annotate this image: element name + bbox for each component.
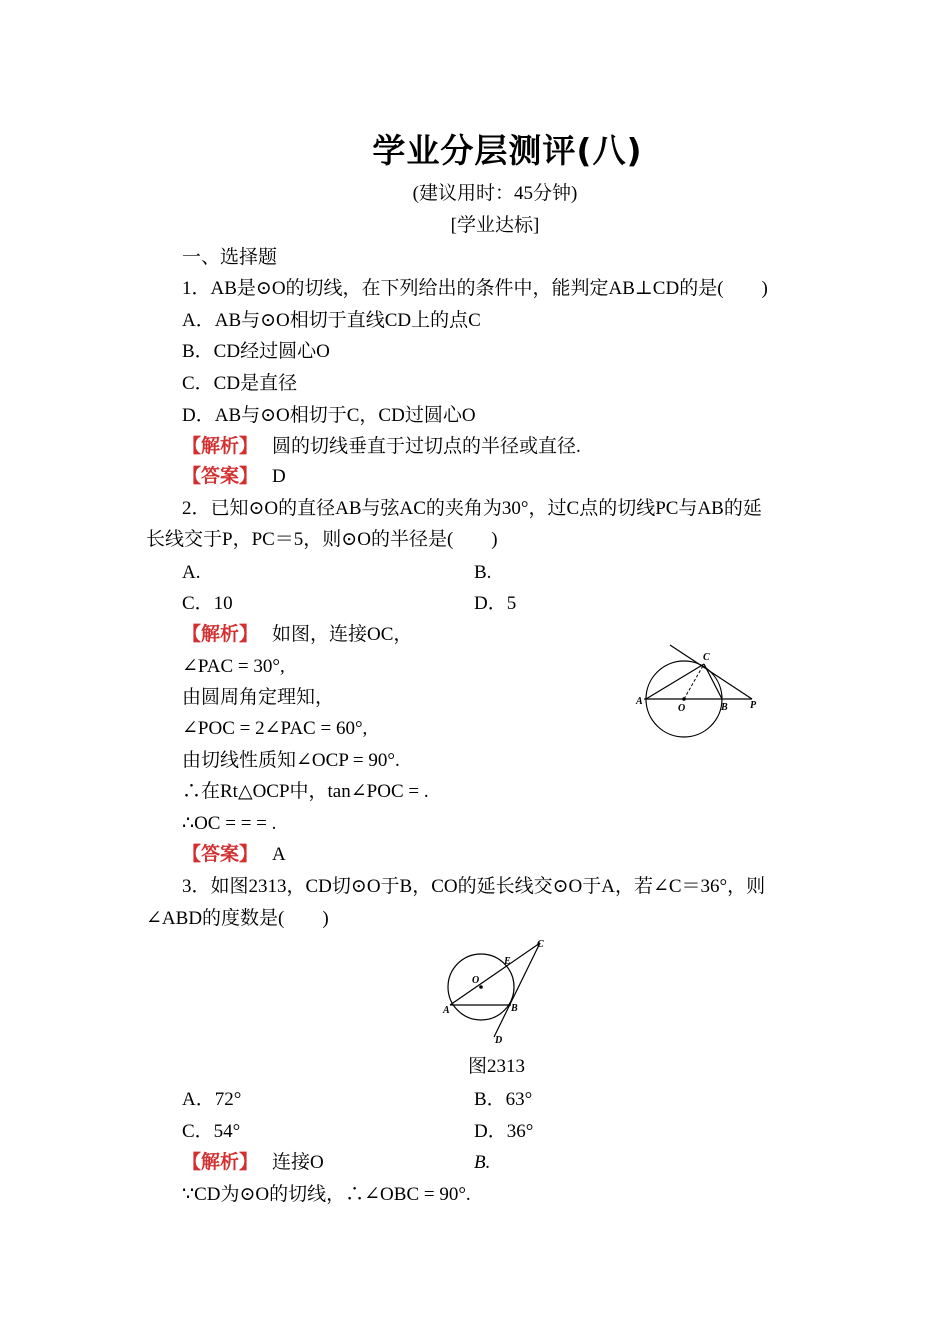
q2-label-a: A [636,696,643,707]
q3-label-a: A [443,1005,450,1016]
q3-stem-line2: ∠ABD的度数是( ) [146,908,329,929]
q2-analysis-line: 由切线性质知∠OCP = 90°. [182,750,400,771]
q2-label-c: C [703,652,710,663]
q3-analysis-part1: 连接O [272,1152,324,1173]
q2-analysis-line: ∴在Rt△OCP中，tan∠POC = . [182,781,429,802]
q2-option-d: D．5 [474,593,517,614]
q3-label-o: O [472,975,480,986]
q2-label-o: O [678,703,686,714]
q3-option-d: D．36° [474,1121,534,1142]
q3-label-b: B [511,1003,518,1014]
q3-analysis [182,1151,324,1175]
q1-option-a: A．AB与⊙O相切于直线CD上的点C [182,310,481,331]
q2-analysis [182,623,412,647]
q2-line-ac [646,664,704,699]
page-title: 学业分层测评(八) [372,131,643,170]
q2-stem-line1: 2．已知⊙O的直径AB与弦AC的夹角为30°，过C点的切线PC与AB的延 [182,498,762,519]
part-heading: 一、选择题 [182,247,278,268]
q1-answer [182,465,286,489]
section-label: [学业达标] [450,215,540,236]
q2-line-cp [670,645,752,699]
q3-label-d: D [495,1035,503,1046]
q1-option-c: C．CD是直径 [182,373,298,394]
q3-analysis-line2: ∵CD为⊙O的切线，∴∠OBC = 90°. [182,1184,471,1205]
q2-figure [630,640,770,740]
q2-option-c: C．10 [182,593,233,614]
q3-option-a: A．72° [182,1089,242,1110]
q3-line-cd [494,943,540,1037]
q2-option-b: B. [474,562,492,583]
q2-label-b: B [721,702,728,713]
answer-tag: 【答案】 [182,466,259,487]
analysis-tag: 【解析】 [182,1152,259,1173]
q3-center-dot [479,985,483,989]
q2-label-p: P [750,700,757,711]
q1-stem: 1．AB是⊙O的切线，在下列给出的条件中，能判定AB⊥CD的是( ) [182,278,768,299]
analysis-tag: 【解析】 [182,436,259,457]
q2-stem-line2: 长线交于P，PC＝5，则⊙O的半径是( ) [146,529,498,550]
q1-answer-value: D [272,466,286,487]
q3-figure [436,935,556,1047]
q2-answer-value: A [272,844,286,865]
time-note: (建议用时：45分钟) [412,183,578,204]
q3-line-ac [450,943,540,1005]
q3-option-b: B．63° [474,1089,533,1110]
q2-analysis-line: ∠POC = 2∠PAC = 60°, [182,718,368,739]
q2-option-a: A. [182,562,201,583]
q3-label-c: C [537,939,544,950]
q2-answer [182,843,286,867]
q3-label-e: E [504,956,511,967]
q3-analysis-part2: B. [474,1152,491,1173]
q2-analysis-line: ∠PAC = 30°, [182,656,285,677]
q2-line-oc [684,664,704,699]
q1-option-b: B．CD经过圆心O [182,341,330,362]
q1-analysis [182,435,581,459]
q3-stem-line1: 3．如图2313，CD切⊙O于B，CO的延长线交⊙O于A，若∠C＝36°，则 [182,876,766,897]
q3-option-c: C．54° [182,1121,241,1142]
q2-analysis-line: 由圆周角定理知， [182,687,335,708]
q2-center-dot [682,697,686,701]
analysis-tag: 【解析】 [182,624,259,645]
q2-analysis-line: ∴OC = = = . [182,813,277,834]
q1-option-d: D．AB与⊙O相切于C，CD过圆心O [182,405,476,426]
q2-analysis-line: 如图，连接OC， [272,624,413,645]
q1-analysis-text: 圆的切线垂直于过切点的半径或直径. [272,436,581,457]
q3-figure-caption: 图2313 [468,1056,526,1077]
answer-tag: 【答案】 [182,844,259,865]
q2-line-cb [704,664,722,699]
